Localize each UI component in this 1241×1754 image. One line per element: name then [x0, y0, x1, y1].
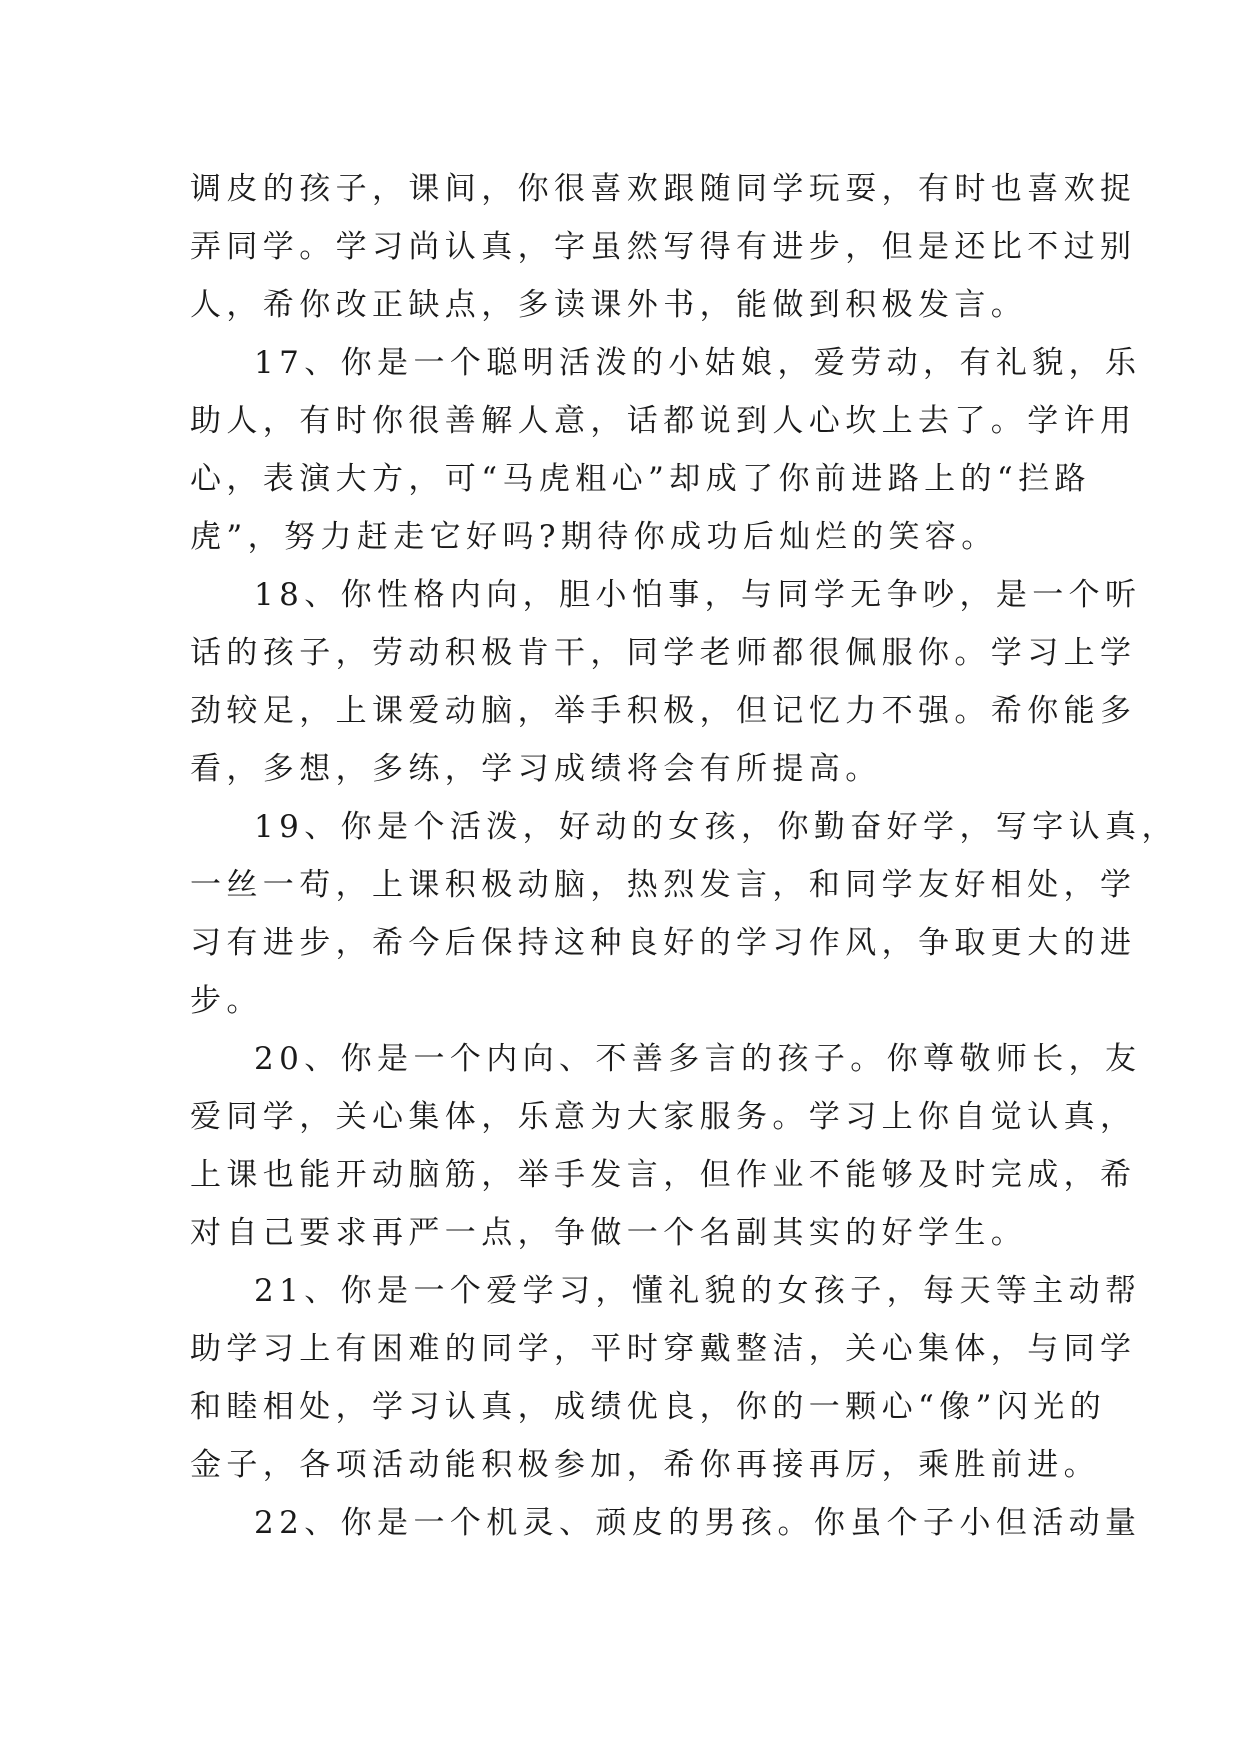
text-line: 习有进步，希今后保持这种良好的学习作风，争取更大的进	[190, 925, 1137, 961]
text-line: 看，多想，多练，学习成绩将会有所提高。	[190, 751, 882, 787]
text-line: 心，表演大方，可“马虎粗心”却成了你前进路上的“拦路	[190, 461, 1091, 497]
text-line: 劲较足，上课爱动脑，举手积极，但记忆力不强。希你能多	[190, 693, 1137, 729]
text-line: 金子，各项活动能积极参加，希你再接再厉，乘胜前进。	[190, 1447, 1100, 1483]
paragraph-19-start: 19、你是个活泼，好动的女孩，你勤奋好学，写字认真，	[254, 809, 1178, 845]
text-line: 人，希你改正缺点，多读课外书，能做到积极发言。	[190, 287, 1028, 323]
paragraph-17-start: 17、你是一个聪明活泼的小姑娘，爱劳动，有礼貌，乐	[254, 345, 1142, 381]
text-line: 话的孩子，劳动积极肯干，同学老师都很佩服你。学习上学	[190, 635, 1137, 671]
paragraph-20-start: 20、你是一个内向、不善多言的孩子。你尊敬师长，友	[254, 1041, 1142, 1077]
body-text	[190, 160, 1178, 1552]
text-line: 虎”，努力赶走它好吗?期待你成功后灿烂的笑容。	[190, 519, 998, 555]
paragraph-18-start: 18、你性格内向，胆小怕事，与同学无争吵，是一个听	[254, 577, 1142, 613]
paragraph-21-start: 21、你是一个爱学习，懂礼貌的女孩子，每天等主动帮	[254, 1273, 1142, 1309]
text-line: 对自己要求再严一点，争做一个名副其实的好学生。	[190, 1215, 1028, 1251]
text-line: 调皮的孩子，课间，你很喜欢跟随同学玩耍，有时也喜欢捉	[190, 171, 1137, 207]
text-line: 上课也能开动脑筋，举手发言，但作业不能够及时完成，希	[190, 1157, 1137, 1193]
text-line: 弄同学。学习尚认真，字虽然写得有进步，但是还比不过别	[190, 229, 1137, 265]
paragraph-22-start: 22、你是一个机灵、顽皮的男孩。你虽个子小但活动量	[254, 1505, 1142, 1541]
text-line: 助学习上有困难的同学，平时穿戴整洁，关心集体，与同学	[190, 1331, 1137, 1367]
text-line: 步。	[190, 983, 263, 1019]
text-line: 一丝一苟，上课积极动脑，热烈发言，和同学友好相处，学	[190, 867, 1137, 903]
text-line: 助人，有时你很善解人意，话都说到人心坎上去了。学许用	[190, 403, 1137, 439]
text-line: 和睦相处，学习认真，成绩优良，你的一颗心“像”闪光的	[190, 1389, 1107, 1425]
text-line: 爱同学，关心集体，乐意为大家服务。学习上你自觉认真，	[190, 1099, 1137, 1135]
